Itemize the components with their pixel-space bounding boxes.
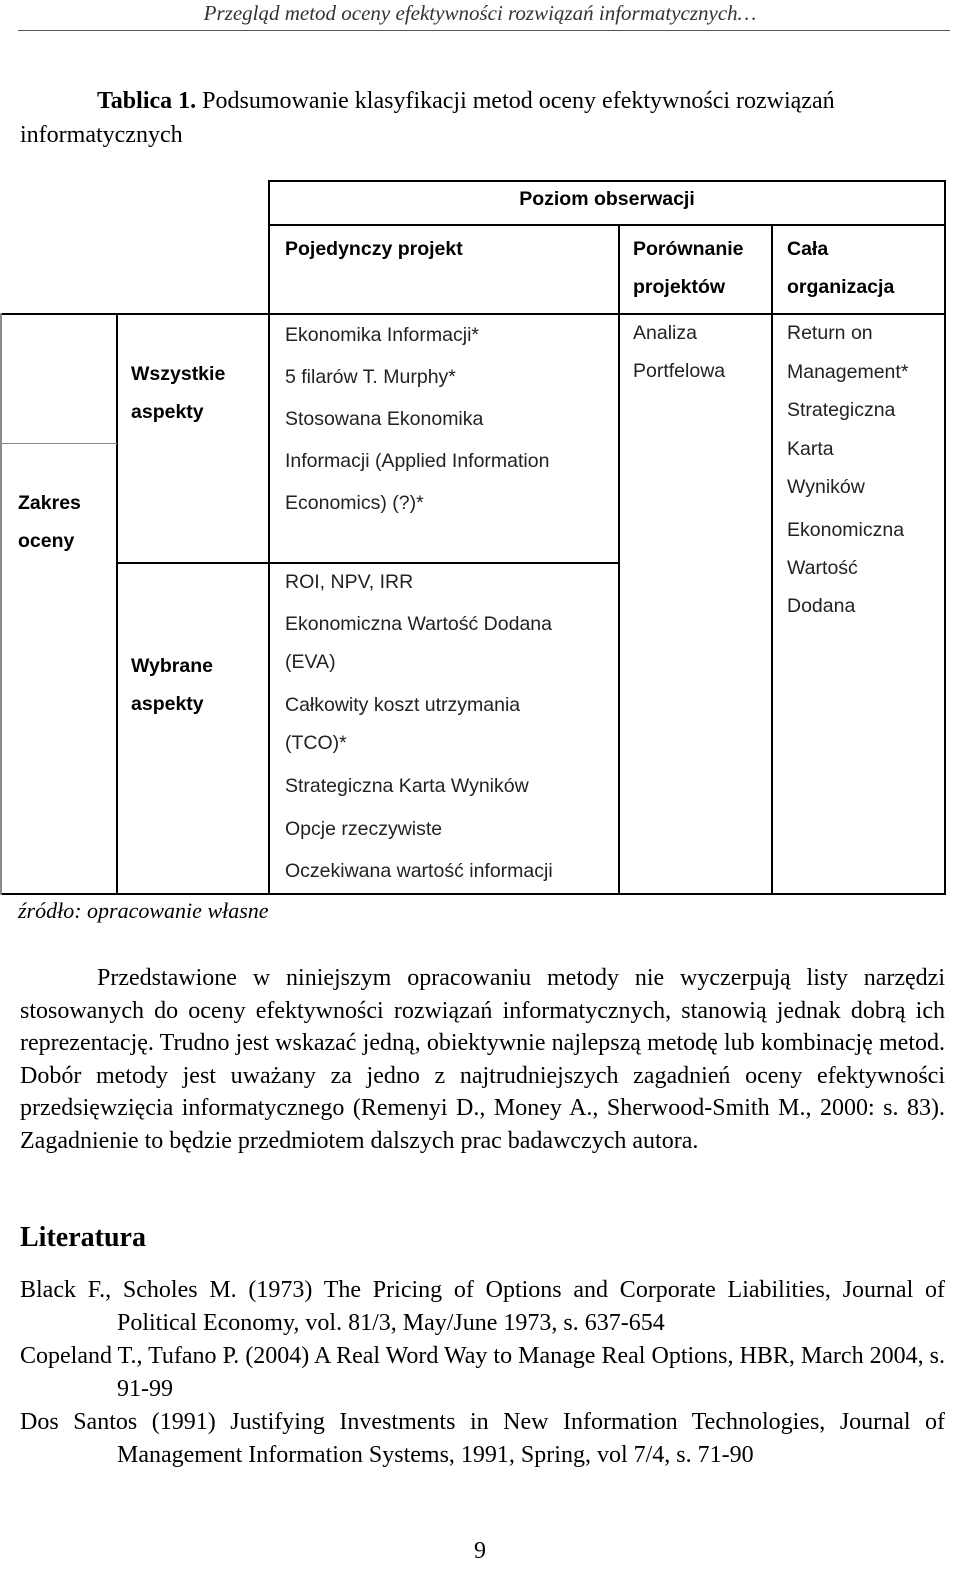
table-col-divider-1	[618, 224, 620, 895]
table-all-org: Return on Management* Strategiczna Karta Wyników	[787, 322, 909, 498]
table-single-divider	[268, 313, 270, 895]
table-border-bottom	[0, 893, 946, 895]
table-row-selected: Wybrane aspekty	[131, 655, 213, 715]
header-rule	[18, 30, 950, 31]
table-selected-single-5: Opcje rzeczywiste	[285, 818, 443, 840]
table-caption-label: Tablica 1.	[97, 88, 197, 114]
table-all-single: Ekonomika Informacji* 5 filarów T. Murphy* Stosowana Ekonomika Informacji (Applied Information Economics) (?)*	[285, 324, 550, 514]
body-paragraph: Przedstawione w niniejszym opracowaniu metody nie wyczerpują listy narzędzi stosowanych do oceny efektywności rozwiązań informatycznych, stanowią jednak dobrą ich reprezentację. Trudno jest wskazać jedną, obiektywnie najlepszą metodę lub kombinację metod. Dobór metody jest uważany za jedno z najtrudniejszych zagadnień oceny efektywności przedsięwzięcia informatycznego (Remenyi D., Money A., Sherwood-Smith M., 2000: s. 83). Zagadnienie to będzie przedmiotem dalszych prac badawczych autora.	[20, 965, 945, 1154]
table-caption-text: Podsumowanie klasyfikacji metod oceny efektywności rozwiązań informatycznych	[20, 88, 835, 148]
reference-item: Black F., Scholes M. (1973) The Pricing of Options and Corporate Liabilities, Journal of Political Economy, vol. 81/3, May/June 1973, s. 637-654	[20, 1277, 945, 1336]
table-all-compare: Analiza Portfelowa	[633, 322, 726, 382]
table-col-divider-2	[771, 224, 773, 895]
table-selected-single-3: Całkowity koszt utrzymania (TCO)*	[285, 694, 521, 754]
references-heading: Literatura	[20, 1222, 146, 1253]
table-selected-single-2: Ekonomiczna Wartość Dodana (EVA)	[285, 613, 552, 673]
table-aspects-divider	[116, 313, 118, 895]
table-selected-org: Ekonomiczna Wartość Dodana	[787, 519, 905, 617]
table-col-org: Cała organizacja	[787, 238, 895, 298]
reference-item: Dos Santos (1991) Justifying Investments in New Information Technologies, Journal of Management Information Systems, 1991, Spring, vol 7/4, s. 71-90	[20, 1409, 945, 1468]
table-gray-edge	[0, 313, 2, 895]
table-col-compare: Porównanie projektów	[633, 238, 744, 298]
table-border-right	[944, 180, 946, 895]
reference-item: Copeland T., Tufano P. (2004) A Real Word Way to Manage Real Options, HBR, March 2004, s. 91-99	[20, 1343, 945, 1402]
table-selected-single-4: Strategiczna Karta Wyników	[285, 775, 529, 797]
running-header: Przegląd metod oceny efektywności rozwiązań informatycznych…	[203, 1, 757, 25]
table-gray-rule	[1, 443, 117, 444]
table-caption	[20, 84, 945, 152]
table-col-single: Pojedynczy projekt	[285, 238, 463, 260]
table-header-rule	[268, 224, 946, 226]
table-header-poziom: Poziom obserwacji	[519, 188, 695, 210]
table-row-scope: Zakres oceny	[18, 492, 81, 552]
table-selected-single-1: ROI, NPV, IRR	[285, 571, 414, 593]
table-selected-single-6: Oczekiwana wartość informacji	[285, 860, 553, 882]
source-note: źródło: opracowanie własne	[18, 898, 269, 923]
table-row-all: Wszystkie aspekty	[131, 363, 226, 423]
page-number: 9	[474, 1538, 486, 1564]
